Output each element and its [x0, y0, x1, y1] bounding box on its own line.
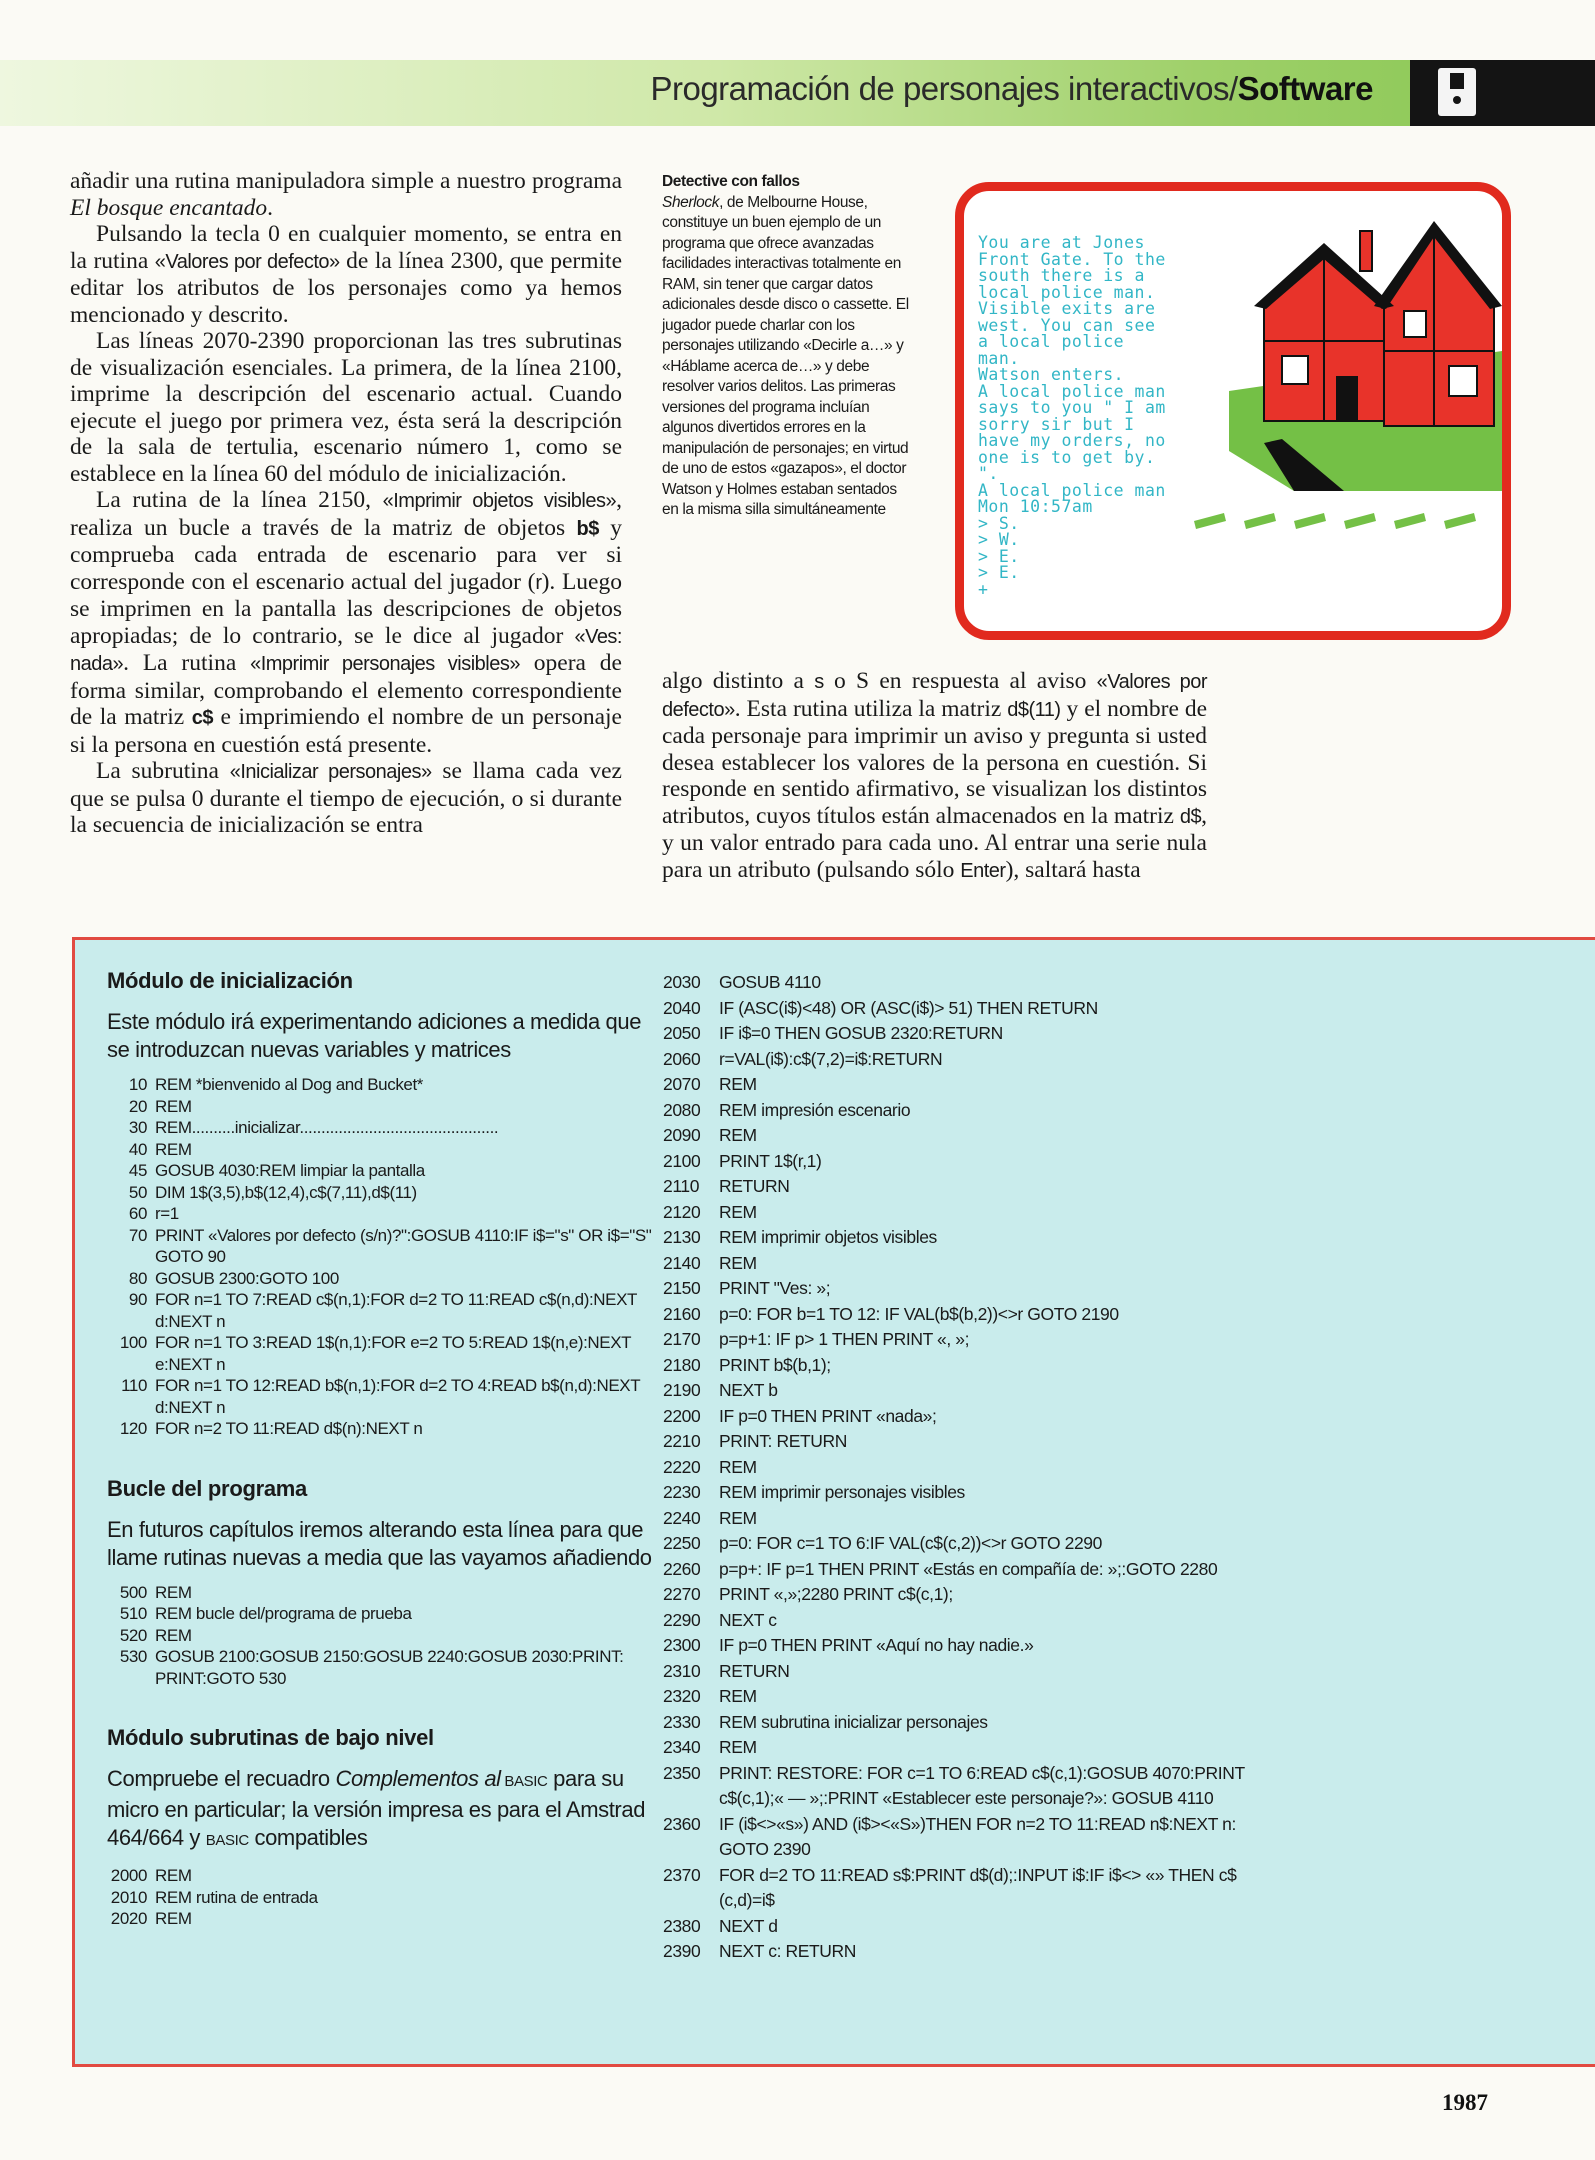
code-line — [663, 1659, 1283, 1685]
code-column-right — [663, 970, 1283, 1975]
paragraph: añadir una rutina manipuladora simple a nuestro programa El bosque encantado. — [70, 168, 622, 221]
line-number: 2100 — [663, 1150, 701, 1171]
line-number: 2330 — [663, 1711, 701, 1732]
line-code: REM — [719, 1074, 757, 1094]
paragraph: La subrutina «Inicializar personajes» se llama cada vez que se pulsa 0 durante el tiempo de ejecución, o si durante la secuencia de inicialización se entra — [70, 758, 622, 838]
code-line — [663, 1557, 1283, 1583]
code-line — [663, 1327, 1283, 1353]
line-code: REM — [719, 1201, 757, 1222]
line-code: REM — [719, 1456, 757, 1477]
line-code: RETURN — [719, 1660, 790, 1681]
floppy-disk-icon — [1438, 68, 1476, 116]
line-code: PRINT b$(b,1); — [719, 1354, 831, 1375]
code-line — [107, 1332, 667, 1375]
code-block — [107, 1582, 667, 1690]
code-column-left — [107, 968, 667, 1940]
line-code: FOR n=1 TO 3:READ 1$(n,1):FOR e=2 TO 5:READ 1$(n,e):NEXT e:NEXT n — [155, 1333, 636, 1374]
line-number: 2360 — [663, 1813, 701, 1834]
line-number: 60 — [128, 1204, 147, 1223]
code-line — [663, 1225, 1283, 1251]
code-line — [107, 1289, 667, 1332]
line-code: GOSUB 2300:GOTO 100 — [155, 1268, 339, 1288]
paragraph: algo distinto a s o S en respuesta al aviso «Valores por defecto». Esta rutina utiliza la matriz d$(11) y el nombre de cada personaje para imprimir un aviso y pregunta si usted desea establecer los valores de la persona en cuestión. Si responde en sentido afirmativo, se visualizan los distintos atributos, cuyos títulos están almacenados en la matriz d$, y un valor entrado para cada uno. Al entrar una serie nula para un atributo (pulsando sólo Enter), saltará hasta — [662, 668, 1207, 883]
line-number: 2090 — [663, 1125, 701, 1145]
code-line — [663, 1174, 1283, 1200]
line-number: 50 — [128, 1182, 147, 1202]
line-number: 2190 — [663, 1380, 701, 1400]
code-line — [663, 1608, 1283, 1634]
line-number: 90 — [128, 1290, 147, 1309]
code-line — [663, 1276, 1283, 1302]
line-code: REM — [155, 1096, 192, 1116]
line-code: FOR n=1 TO 12:READ b$(n,1):FOR d=2 TO 4:READ b$(n,d):NEXT d:NEXT n — [155, 1376, 645, 1417]
code-line — [107, 1646, 667, 1689]
code-line — [107, 1203, 667, 1225]
line-number: 2230 — [663, 1482, 701, 1502]
line-number: 2070 — [663, 1074, 701, 1094]
caption-body: , de Melbourne House, constituye un buen ejemplo de un programa que ofrece avanzadas facilidades interactivas totalmente en RAM, sin tener que cargar datos adicionales desde disco o cassette. El jugador puede charlar con los personajes utilizando «Decirle a…» y «Háblame acerca de…» y debe resolver varios delitos. Las primeras versiones del programa incluían algunos divertidos errores en la manipulación de personajes; en virtud de uno de estos «gazapos», el doctor Watson y Holmes estaban sentados en la misma silla simultáneamente — [662, 193, 909, 518]
line-number: 10 — [128, 1075, 147, 1094]
line-code: REM — [719, 1507, 757, 1528]
code-line — [663, 1914, 1283, 1940]
code-line — [663, 1251, 1283, 1277]
line-number: 120 — [119, 1419, 147, 1438]
line-code: IF i$=0 THEN GOSUB 2320:RETURN — [719, 1023, 1003, 1043]
code-line — [663, 1302, 1283, 1328]
code-line — [107, 1603, 667, 1625]
section-header-bar — [0, 60, 1595, 126]
line-number: 45 — [128, 1161, 147, 1180]
line-code: GOSUB 4030:REM limpiar la pantalla — [155, 1161, 425, 1180]
module-description: Compruebe el recuadro Complementos al BASIC para su micro en particular; la versión impresa es para el Amstrad 464/664 y BASIC compatibles — [107, 1766, 646, 1850]
line-code: r=VAL(i$):c$(7,2)=i$:RETURN — [719, 1048, 943, 1069]
line-number: 2210 — [663, 1431, 701, 1451]
line-code: REM — [155, 1582, 192, 1602]
code-line — [107, 1908, 667, 1930]
line-number: 2050 — [663, 1023, 701, 1043]
line-number: 2160 — [663, 1303, 701, 1324]
body-text-column-1 — [70, 168, 622, 839]
line-code: REM imprimir personajes visibles — [719, 1482, 965, 1502]
line-number: 2130 — [663, 1227, 701, 1247]
line-number: 110 — [121, 1376, 147, 1395]
line-code: REM — [155, 1139, 192, 1159]
line-code: REM impresión escenario — [719, 1099, 911, 1120]
line-number: 2320 — [663, 1686, 701, 1706]
code-line — [663, 1863, 1283, 1914]
code-line — [107, 1375, 667, 1418]
code-block — [663, 970, 1283, 1965]
code-line — [663, 1506, 1283, 1532]
line-code: NEXT c: RETURN — [719, 1941, 857, 1961]
code-line — [663, 1149, 1283, 1175]
code-line — [663, 970, 1283, 996]
module-heading: Módulo subrutinas de bajo nivel — [107, 1725, 434, 1750]
line-number: 2300 — [663, 1635, 701, 1655]
line-number: 40 — [128, 1139, 147, 1159]
code-line — [107, 1117, 667, 1139]
header-icon-block — [1410, 60, 1595, 126]
line-number: 2060 — [663, 1048, 701, 1069]
line-code: PRINT 1$(r,1) — [719, 1150, 822, 1171]
paragraph: La rutina de la línea 2150, «Imprimir objetos visibles», realiza un bucle a través de la matriz de objetos b$ y comprueba cada entrada de escenario para ver si corresponde con el escenario actual del jugador (r). Luego se imprimen en la pantalla las descripciones de objetos apropiadas; de lo contrario, se le dice al jugador «Ves: nada». La rutina «Imprimir personajes visibles» opera de forma similar, comprobando el elemento correspondiente de la matriz c$ e imprimiendo el nombre de un personaje si la persona en cuestión está presente. — [70, 487, 623, 758]
line-code: RETURN — [719, 1176, 790, 1196]
line-code: PRINT: RETURN — [719, 1431, 847, 1451]
line-code: REM bucle del/programa de prueba — [155, 1604, 412, 1623]
line-number: 2370 — [663, 1864, 701, 1885]
line-number: 30 — [128, 1118, 147, 1137]
caption-italic: Sherlock — [662, 193, 720, 211]
line-code: r=1 — [155, 1204, 179, 1223]
line-number: 20 — [128, 1096, 147, 1116]
line-number: 2040 — [663, 997, 701, 1018]
page-number: 1987 — [1442, 2090, 1488, 2115]
line-code: p=0: FOR c=1 TO 6:IF VAL(c$(c,2))<>r GOTO 2290 — [719, 1533, 1102, 1553]
code-line — [663, 1735, 1283, 1761]
code-line — [663, 1761, 1283, 1812]
line-number: 2340 — [663, 1737, 701, 1757]
line-code: FOR d=2 TO 11:READ s$:PRINT d$(d);:INPUT i$:IF i$<> «» THEN c$ (c,d)=i$ — [719, 1864, 1241, 1910]
line-number: 2000 — [110, 1866, 147, 1885]
line-number: 70 — [128, 1225, 147, 1245]
code-line — [663, 1047, 1283, 1073]
line-number: 80 — [128, 1268, 147, 1288]
code-line — [663, 1531, 1283, 1557]
code-line — [107, 1418, 667, 1440]
paragraph: Pulsando la tecla 0 en cualquier momento, se entra en la rutina «Valores por defecto» de la línea 2300, que permite editar los atributos de los personajes como ya hemos mencionado y descrito. — [70, 221, 623, 328]
code-line — [663, 1939, 1283, 1965]
line-code: GOSUB 4110 — [719, 972, 821, 992]
line-number: 520 — [119, 1625, 147, 1645]
line-code: REM imprimir objetos visibles — [719, 1227, 937, 1247]
line-number: 2390 — [663, 1941, 701, 1961]
body-text-column-2 — [662, 668, 1207, 884]
line-code: REM — [155, 1909, 192, 1928]
code-line — [663, 1098, 1283, 1124]
line-code: NEXT d — [719, 1915, 778, 1936]
code-line — [663, 1633, 1283, 1659]
line-code: REM — [719, 1252, 757, 1273]
code-line — [663, 996, 1283, 1022]
line-number: 510 — [119, 1604, 147, 1623]
line-number: 2140 — [663, 1252, 701, 1273]
line-number: 2170 — [663, 1329, 701, 1349]
line-number: 2010 — [110, 1887, 147, 1907]
line-number: 530 — [119, 1647, 147, 1666]
code-block — [107, 1865, 667, 1930]
line-code: p=p+1: IF p> 1 THEN PRINT «, »; — [719, 1329, 970, 1349]
module-description: Este módulo irá experimentando adiciones a medida que se introduzcan nuevas variables y matrices — [107, 1009, 642, 1062]
line-code: FOR n=2 TO 11:READ d$(n):NEXT n — [155, 1419, 423, 1438]
code-line — [663, 1021, 1283, 1047]
line-number: 500 — [119, 1582, 147, 1602]
line-code: REM..........inicializar.............................................. — [155, 1118, 499, 1137]
line-number: 2180 — [663, 1354, 701, 1375]
line-code: REM — [155, 1866, 192, 1885]
code-line — [663, 1684, 1283, 1710]
line-code: REM — [719, 1686, 757, 1706]
line-code: IF (ASC(i$)<48) OR (ASC(i$)> 51) THEN RETURN — [719, 997, 1098, 1018]
code-line — [663, 1072, 1283, 1098]
line-code: IF p=0 THEN PRINT «nada»; — [719, 1405, 937, 1426]
code-line — [663, 1429, 1283, 1455]
line-code: IF (i$<>«s») AND (i$><«S»)THEN FOR n=2 TO 11:READ n$:NEXT n: GOTO 2390 — [719, 1813, 1241, 1859]
line-code: REM rutina de entrada — [155, 1887, 318, 1907]
line-number: 2310 — [663, 1660, 701, 1681]
code-line — [107, 1865, 667, 1887]
line-code: NEXT b — [719, 1380, 778, 1400]
code-line — [107, 1625, 667, 1647]
line-code: IF p=0 THEN PRINT «Aquí no hay nadie.» — [719, 1635, 1034, 1655]
line-number: 2260 — [663, 1558, 701, 1579]
line-number: 2110 — [663, 1176, 700, 1196]
line-number: 2020 — [110, 1909, 147, 1928]
code-line — [663, 1378, 1283, 1404]
code-line — [107, 1074, 667, 1096]
code-line — [107, 1182, 667, 1204]
code-listing-box — [72, 937, 1595, 2067]
line-code: REM subrutina inicializar personajes — [719, 1711, 988, 1732]
line-code: p=p+: IF p=1 THEN PRINT «Estás en compañía de: »;:GOTO 2280 — [719, 1558, 1218, 1579]
line-code: p=0: FOR b=1 TO 12: IF VAL(b$(b,2))<>r GOTO 2190 — [719, 1303, 1119, 1324]
code-line — [663, 1123, 1283, 1149]
line-code: REM — [719, 1737, 757, 1757]
module-description: En futuros capítulos iremos alterando esta línea para que llame rutinas nuevas a media que las vayamos añadiendo — [107, 1516, 652, 1570]
line-number: 2270 — [663, 1584, 701, 1604]
code-line — [663, 1404, 1283, 1430]
code-line — [663, 1812, 1283, 1863]
line-code: PRINT "Ves: »; — [719, 1278, 831, 1298]
line-number: 2380 — [663, 1915, 701, 1936]
code-line — [663, 1480, 1283, 1506]
line-code: GOSUB 2100:GOSUB 2150:GOSUB 2240:GOSUB 2030:PRINT: PRINT:GOTO 530 — [155, 1647, 628, 1688]
line-number: 2290 — [663, 1609, 701, 1630]
line-number: 2080 — [663, 1099, 701, 1120]
caption-title: Detective con fallos — [662, 173, 800, 190]
code-line — [663, 1353, 1283, 1379]
module-heading: Bucle del programa — [107, 1475, 307, 1501]
code-block — [107, 1074, 667, 1440]
line-code: PRINT: RESTORE: FOR c=1 TO 6:READ c$(c,1):GOSUB 4070:PRINT c$(c,1);« — »;:PRINT «Establecer este personaje?»: GOSUB 4110 — [719, 1762, 1249, 1808]
line-number: 2240 — [663, 1507, 701, 1528]
line-code: FOR n=1 TO 7:READ c$(n,1):FOR d=2 TO 11:READ c$(n,d):NEXT d:NEXT n — [155, 1290, 642, 1331]
game-text-output: You are at Jones Front Gate. To the south there is a local police man. Visible exits are west. You can see a local police man. Watson enters. A local police man says to you " I am sorry sir but I have my orders, no one is to get by. ". A local police man Mon 10:57am > S. > W. > E. > E. + — [978, 233, 1166, 599]
code-line — [107, 1160, 667, 1182]
line-code: REM — [155, 1625, 192, 1645]
line-code: PRINT «,»;2280 PRINT c$(c,1); — [719, 1584, 953, 1604]
section-title: Programación de personajes interactivos/Software — [650, 70, 1373, 107]
code-line — [107, 1887, 667, 1909]
module-heading: Módulo de inicialización — [107, 968, 353, 993]
game-screen-frame — [955, 182, 1511, 640]
line-number: 2030 — [663, 972, 701, 992]
line-code: DIM 1$(3,5),b$(12,4),c$(7,11),d$(11) — [155, 1182, 417, 1202]
code-line — [107, 1139, 667, 1161]
line-number: 2150 — [663, 1278, 701, 1298]
line-number: 2220 — [663, 1456, 701, 1477]
line-number: 2350 — [663, 1762, 701, 1783]
line-code: REM — [719, 1125, 757, 1145]
code-line — [107, 1268, 667, 1290]
line-number: 100 — [119, 1333, 147, 1352]
code-line — [107, 1096, 667, 1118]
line-code: NEXT c — [719, 1609, 777, 1630]
line-number: 2250 — [663, 1533, 701, 1553]
code-line — [663, 1710, 1283, 1736]
code-line — [663, 1455, 1283, 1481]
figure-caption — [662, 172, 910, 521]
paragraph: Las líneas 2070-2390 proporcionan las tres subrutinas de visualización esenciales. La primera, de la línea 2100, imprime la descripción del escenario actual. Cuando ejecute el juego por primera vez, ésta será la descripción de la sala de tertulia, escenario número 1, como se establece en la línea 60 del módulo de inicialización. — [70, 328, 622, 487]
code-line — [663, 1582, 1283, 1608]
code-line — [107, 1582, 667, 1604]
code-line — [107, 1225, 667, 1268]
line-number: 2200 — [663, 1405, 701, 1426]
line-code: PRINT «Valores por defecto (s/n)?":GOSUB 4110:IF i$="s" OR i$="S" GOTO 90 — [155, 1225, 656, 1266]
line-code: REM *bienvenido al Dog and Bucket* — [155, 1075, 424, 1094]
line-number: 2120 — [663, 1201, 701, 1222]
code-line — [663, 1200, 1283, 1226]
